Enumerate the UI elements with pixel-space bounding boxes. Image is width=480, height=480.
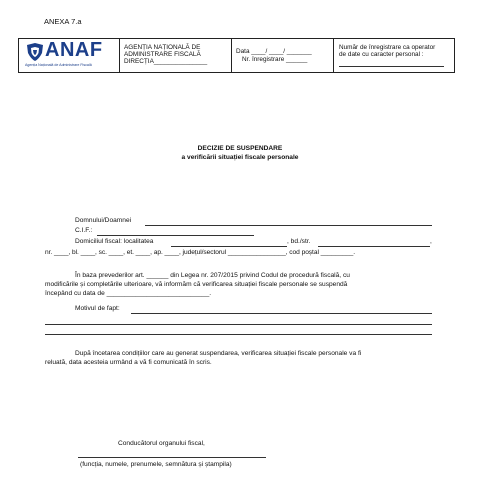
addressee-label: Domnului/Doamnei bbox=[75, 217, 132, 224]
motive-field-2[interactable] bbox=[45, 324, 432, 325]
header-box bbox=[18, 38, 455, 73]
domicile-label: Domiciliul fiscal: localitatea bbox=[75, 238, 154, 245]
motive-field-3[interactable] bbox=[45, 334, 432, 335]
legal-basis-line-1: În baza prevederilor art. ______ din Legea nr. 207/2015 privind Codul de procedură fiscală, cu bbox=[75, 272, 350, 279]
agency-cell bbox=[119, 39, 232, 72]
street-label: , bd./str. bbox=[287, 238, 311, 245]
date-cell bbox=[231, 39, 334, 72]
motive-label: Motivul de fapt: bbox=[75, 305, 120, 312]
street-field[interactable] bbox=[318, 246, 430, 247]
annex-label: ANEXA 7.a bbox=[44, 17, 82, 26]
agency-line-2: ADMINISTRARE FISCALĂ bbox=[124, 51, 201, 58]
resume-line-1: După încetarea condițiilor care au generat suspendarea, verificarea situației fiscale personale va fi bbox=[75, 350, 362, 357]
motive-field-1[interactable] bbox=[131, 313, 432, 314]
addressee-field[interactable] bbox=[145, 225, 432, 226]
operator-line-2: de date cu caracter personal : bbox=[339, 51, 424, 58]
locality-field[interactable] bbox=[171, 246, 287, 247]
legal-basis-line-2: modificările și completările ulterioare, vă informăm că verificarea situației fiscale personale se suspendă bbox=[45, 281, 348, 288]
anaf-logo bbox=[25, 39, 133, 70]
decision-title: DECIZIE DE SUSPENDARE bbox=[197, 145, 283, 152]
logo-subtitle: Agenția Națională de Administrare Fiscală bbox=[25, 63, 92, 67]
operator-cell bbox=[333, 39, 454, 72]
logo-text: ANAF bbox=[45, 39, 103, 61]
signature-caption: (funcția, numele, prenumele, semnătura și ștampila) bbox=[80, 461, 232, 468]
signature-field[interactable] bbox=[78, 457, 266, 458]
signature-head-label: Conducătorul organului fiscal, bbox=[118, 440, 205, 447]
address-details: nr. ____, bl. ____, sc. ____, et. ____, ap. ____, județul/sectorul ________________, cod poștal _________. bbox=[45, 249, 355, 256]
decision-subtitle: a verificării situației fiscale personale bbox=[181, 154, 299, 161]
cif-field[interactable] bbox=[97, 235, 254, 236]
shield-icon bbox=[25, 42, 45, 62]
resume-line-2: reluată, data acesteia urmând a vă fi comunicată în scris. bbox=[45, 359, 212, 366]
registration-line: Nr. înregistrare ______ bbox=[242, 56, 308, 63]
date-line: Data ____/ ____/ _______ bbox=[236, 48, 312, 55]
operator-rule bbox=[339, 66, 444, 67]
legal-basis-line-3: începând cu data de ____________________________. bbox=[45, 290, 212, 297]
operator-line-1: Număr de înregistrare ca operator bbox=[339, 44, 436, 51]
agency-line-3: DIRECȚIA_______________ bbox=[124, 58, 208, 65]
cif-label: C.I.F.: bbox=[75, 227, 93, 234]
agency-line-1: AGENȚIA NAȚIONALĂ DE bbox=[124, 44, 201, 51]
